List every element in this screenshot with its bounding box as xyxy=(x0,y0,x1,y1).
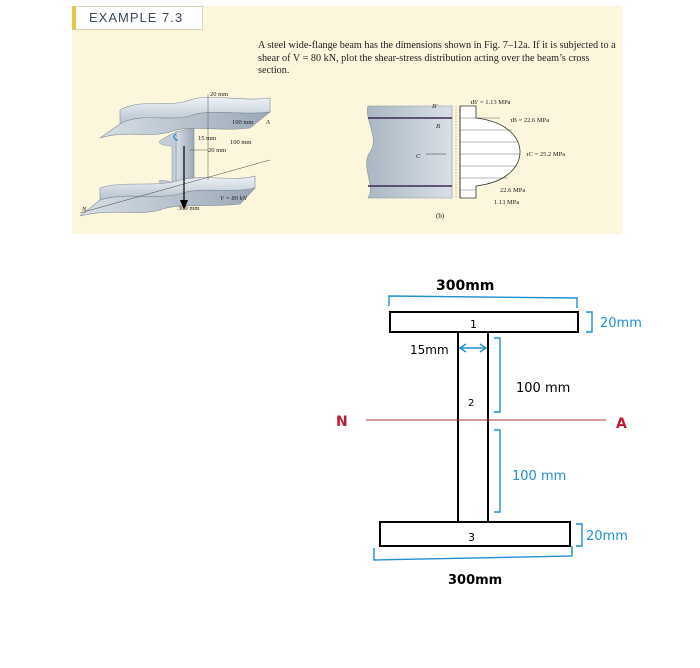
fig-a-dim-300mm: 300 mm xyxy=(178,205,200,212)
fig-a-dim-100mm-b: 100 mm xyxy=(230,139,252,146)
fig-b-caption: (b) xyxy=(436,212,445,220)
neutral-axis-n: N xyxy=(336,414,348,430)
fig-b-point-b: B xyxy=(436,123,440,130)
top-flange-thickness-bracket xyxy=(586,312,592,332)
upper-web-height-bracket xyxy=(494,338,500,412)
sketch-label-1: 1 xyxy=(470,318,477,331)
bottom-flange-thickness-bracket xyxy=(576,524,582,546)
problem-statement: A steel wide-flange beam has the dimensions shown in Fig. 7–12a. If it is subjected to a shear of V = 80 kN, plot the shear-stress distribution acting over the beam’s cross section. xyxy=(258,40,616,76)
fig-b-value-1-13: 1.13 MPa xyxy=(494,199,520,206)
sketch-web xyxy=(458,332,488,522)
fig-b-tau-b: τB = 22.6 MPa xyxy=(510,117,550,124)
fig-a-point-a: A xyxy=(266,119,270,126)
fig-a-dim-100mm-a: 100 mm xyxy=(232,119,254,126)
upper-web-height-label: 100 mm xyxy=(516,381,571,396)
lower-web-height-bracket xyxy=(494,430,500,512)
sketch-label-2: 2 xyxy=(468,398,475,409)
bottom-width-bracket xyxy=(374,546,572,560)
top-width-bracket xyxy=(389,296,577,308)
fig-a-neutral-axis: N xyxy=(82,206,87,213)
bottom-width-label: 300mm xyxy=(448,573,503,588)
fig-a-dim-15mm: 15 mm xyxy=(198,135,217,142)
fig-a-dim-20mm-bottom: 20 mm xyxy=(208,147,227,154)
fig-b-tau-c: τC = 25.2 MPa xyxy=(526,151,566,158)
web-thickness-label: 15mm xyxy=(410,343,449,357)
example-label: EXAMPLE 7.3 xyxy=(89,10,184,25)
sketch-label-3: 3 xyxy=(468,531,475,544)
neutral-axis-a: A xyxy=(616,416,627,432)
bottom-flange-thickness-label: 20mm xyxy=(586,529,628,544)
fig-a-dim-20mm-top: 20 mm xyxy=(210,91,229,98)
fig-a-shear-label: V = 80 kN xyxy=(220,195,247,202)
top-flange-thickness-label: 20mm xyxy=(600,316,642,331)
fig-b-value-22-6: 22.6 MPa xyxy=(500,187,526,194)
sketch-bottom-flange xyxy=(380,522,570,546)
lower-web-height-label: 100 mm xyxy=(512,469,567,484)
fig-b-point-c: C xyxy=(416,153,421,160)
sketch-top-flange xyxy=(390,312,578,332)
fig-b-tau-b-prime: τB′ = 1.13 MPa xyxy=(470,99,511,106)
fig-b-point-b-prime: B′ xyxy=(432,103,438,110)
top-width-label: 300mm xyxy=(436,278,495,294)
